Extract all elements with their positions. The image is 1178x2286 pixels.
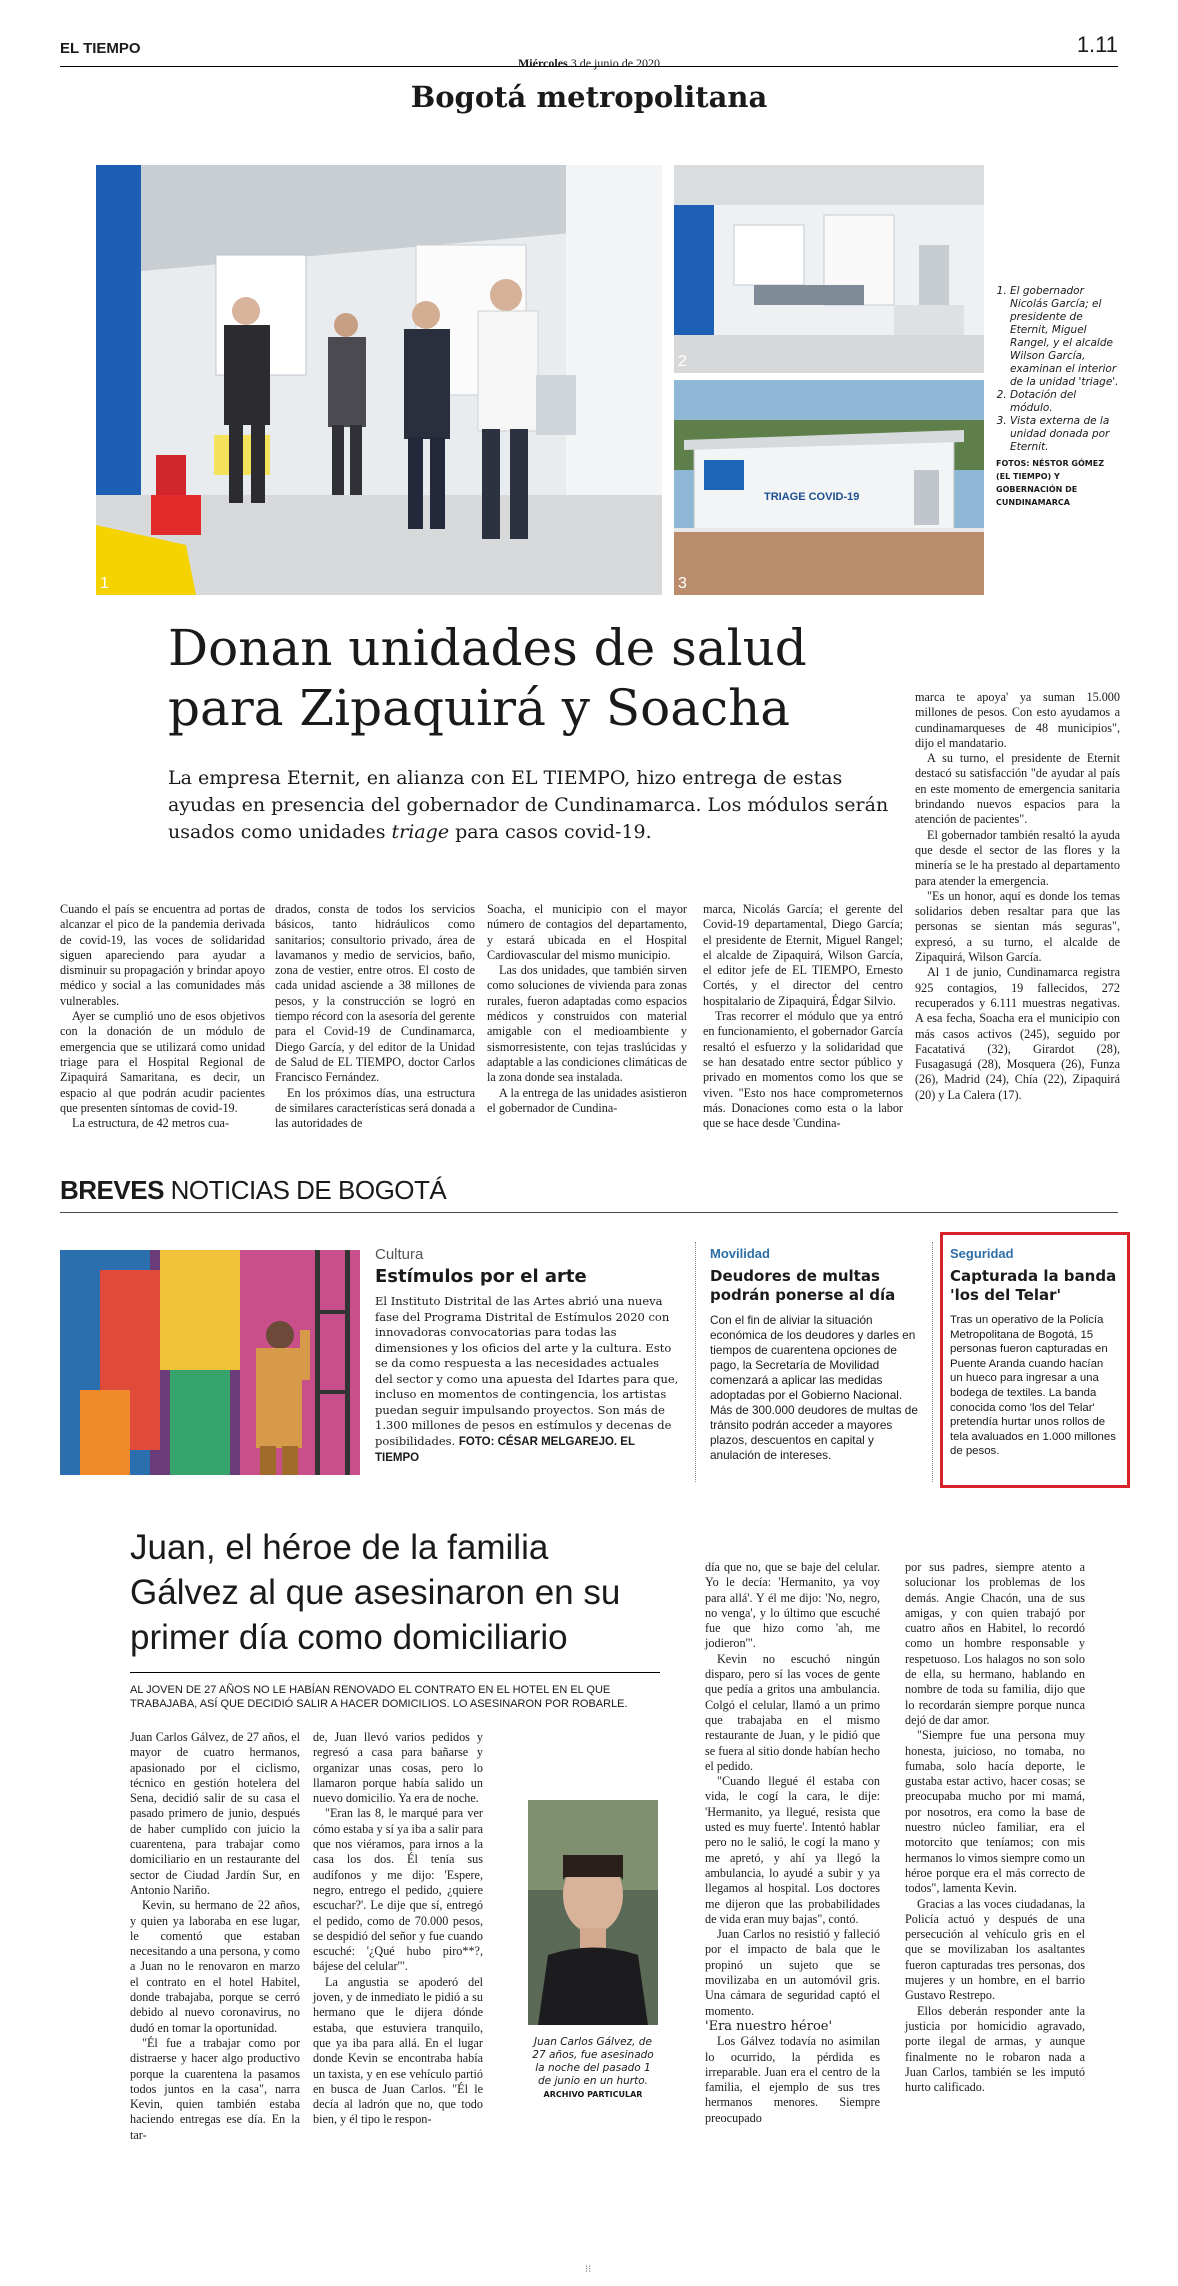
story-standfirst: La empresa Eternit, en alianza con EL TIEMPO, hizo entrega de estas ayudas en presencia del gobernador de Cundinamarca. Los módulos serán usados como unidades triage para casos covid-19. [168, 767, 889, 843]
photo-caption: Juan Carlos Gálvez, de 27 años, fue asesinado la noche del pasado 1 de junio en un hurto. ARCHIVO PARTICULAR [532, 2036, 654, 2099]
column-separator [932, 1242, 933, 1482]
story-column-3: Soacha, el municipio con el mayor número de contagios del departamento, y estará ubicada en el Hospital Cardiovascular del mismo municipio. Las dos unidades, que también sirven como soluciones de vivienda para zonas rurales, fueron adaptadas como espacios médicos y construidos con material amigable con el medioambiente y sismorresistente, con tejas traslúcidas y adaptable a las condiciones climáticas de la zona donde sea instalada. A la entrega de las unidades asistieron el gobernador de Cundina- [487, 902, 687, 1115]
story2-deck: AL JOVEN DE 27 AÑOS NO LE HABÍAN RENOVADO EL CONTRATO EN EL HOTEL EN EL QUE TRABAJABA, ASÍ QUE DECIDIÓ SALIR A HACER DOMICILIOS. LO ASESINARON POR ROBARLE. [130, 1684, 628, 1710]
photo-unit-equipment [674, 165, 984, 373]
story-column-5: marca te apoya' ya suman 15.000 millones de pesos. Con esto ayudamos a cundinamarqueses de 48 municipios", dijo el mandatario. A su turno, el presidente de Eternit destacó su satisfacción "de ayudar al país en este momento de emergencia sanitaria brindando nuevos espacios para la atención de pacientes". El gobernador también resaltó la ayuda que desde el sector de las flores y la minería se le ha prestado al departamento para atender la emergencia. "Es un honor, aquí es donde los temas solidarios deben resaltar para que las personas se sientan más seguras", expresó, a su turno, el alcalde de Zipaquirá, Wilson García. Al 1 de junio, Cundinamarca registra 925 contagios, 19 fallecidos, 272 recuperados y 6.111 muestras negativas. A esa fecha, Soacha era el municipio con más casos activos (245), seguido por Facatativá (32), Girardot (28), Fusagasugá (28), Mosquera (26), Funza (26), Madrid (24), Chía (22), Zipaquirá (20) y La Calera (17). [915, 690, 1120, 1102]
caption-item: 3. Vista externa de la unidad donada por Eternit. [1010, 415, 1120, 454]
photo-victim-portrait [528, 1800, 658, 2025]
footer-mark: ⁝⁝ [585, 2264, 592, 2275]
photo-unit-exterior [674, 380, 984, 595]
brief-security [950, 1246, 1118, 1459]
photo-officials-inside-unit [96, 165, 662, 595]
story2-column-2: de, Juan llevó varios pedidos y regresó a casa para bañarse y organizar unas cosas, pero lo llamaron porque había salido un nuevo domicilio. Ya era de noche. "Eran las 8, le marqué para ver cómo estaba y sí ya iba a salir para que nos viéramos, para irnos a la casa los dos. Él tenía sus audífonos y me dijo: 'Espere, negro, entrego el pedido, ¿quiere escuchar?'. Le dije que sí, entregó el pedido, como de 70.000 pesos, se despidió del señor y fue cuando escuché: '¿Qué hubo piro**?, bájese del celular'". La angustia se apoderó del joven, y de inmediato le pidió a su hermano que le dijera dónde estaba, que estuviera tranquilo, que ya iba para allá. En el lugar donde Kevin se encontraba había un taxista, y en ese vehículo partió en busca de Juan Carlos. "Él le decía al ladrón que no, que todo bien, y él tipo le respon- [313, 1730, 483, 2127]
brief-body: Con el fin de aliviar la situación económica de los deudores y darles en tiempos de cuarentena opciones de pago, la Secretaría de Movilidad comenzará a aplicar las medidas adoptadas por el Gobierno Nacional. Más de 300.000 deudores de multas de tránsito podrán acceder a mayores plazos, descuentos en capital y anulación de intereses. [710, 1313, 918, 1462]
photo-credit: FOTOS: NÉSTOR GÓMEZ (EL TIEMPO) Y GOBERNACIÓN DE CUNDINAMARCA [996, 459, 1104, 507]
brief-kicker: Cultura [375, 1246, 424, 1263]
dateline: Miércoles 3 de junio de 2020 [517, 56, 661, 70]
photo-painter-mural [60, 1250, 360, 1475]
story2-headline: Juan, el héroe de la familia Gálvez al que asesinaron en su primer día como domiciliario [130, 1528, 621, 1657]
photo-illustration [674, 165, 984, 373]
breves-rule [60, 1212, 1118, 1213]
story-headline: Donan unidades de salud para Zipaquirá y Soacha [168, 619, 807, 737]
story-column-4: marca, Nicolás García; el gerente del Covid-19 departamental, Diego García; el presidente de Eternit, Miguel Rangel; el alcalde de Zipaquirá, Wilson García, el editor jefe de EL TIEMPO, Ernesto Cortés, y el director del centro hospitalario de Zipaquirá, Édgar Silvio. Tras recorrer el módulo que ya entró en funcionamiento, el gobernador García resaltó el esfuerzo y la solidaridad que se han desatado entre sector público y privado en momentos como los que se viven. "Esto nos hace comprometernos más. Donaciones como esta o la labor que se hace desde 'Cundina- [703, 902, 903, 1131]
column-separator [695, 1242, 696, 1482]
page-number: 1.11 [1076, 32, 1118, 57]
header-rule [60, 66, 1118, 67]
brief-kicker: Movilidad [710, 1246, 770, 1261]
brief-kicker: Seguridad [950, 1246, 1014, 1261]
brief-culture [375, 1246, 680, 1467]
deck-rule [130, 1672, 660, 1673]
story2-column-3: día que no, que se baje del celular. Yo le decía: 'Hermanito, ya voy para allá'. Y él me dijo: 'No, negro, no venga', y lo último que escuché fue que hizo como 'ah, me jodieron'". Kevin no escuchó ningún disparo, pero sí las voces de gente que pedía a gritos una ambulancia. Colgó el celular, llamó a un primo que trabajaba en el mismo restaurante de Juan, y le pidió que se fuera al sitio donde habían hecho el pedido. "Cuando llegué él estaba con vida, le cogí la cara, le dije: 'Hermanito, ya llegué, resista que usted es muy fuerte'. Intentó hablar pero no le salió, le cogí la mano y me apretó, y ahí ya llegó la ambulancia, lo ayudé a subir y ya llegamos al hospital. Los doctores me dijeron que las probabilidades de vida eran muy bajas", contó. Juan Carlos no resistió y falleció por el impacto de bala que le propinó un sujeto que se movilizaba en un automóvil gris. Una cámara de seguridad captó el momento. 'Era nuestro héroe' Los Gálvez todavía no asimilan lo ocurrido, la pérdida es irreparable. Juan era el centro de la familia, el ejemplo de sus tres hermanos menores. Siempre preocupado [705, 1560, 880, 2125]
photo-illustration [60, 1250, 360, 1475]
brief-body: El Instituto Distrital de las Artes abrió una nueva fase del Programa Distrital de Estímulos 2020 con innovadoras convocatorias para todas las dimensiones y los oficios del arte y la cultura. Esto se da como respuesta a las necesidades actuales del sector y como una apuesta del Idartes para que, incluso en momentos de contingencia, los artistas puedan seguir impulsando proyectos. Son más de 1.300 millones de pesos en estímulos y decenas de posibilidades. FOTO: CÉSAR MELGAREJO. EL TIEMPO [375, 1294, 679, 1464]
brief-title: Capturada la banda 'los del Telar' [950, 1267, 1117, 1304]
photo-illustration [528, 1800, 658, 2025]
story2-column-4: por sus padres, siempre atento a solucionar los problemas de los demás. Angie Chacón, una de sus amigas, y con quien trabajó por cuatro años en Habitel, lo recordó como un hombre responsable y respetuoso. Los halagos no son solo de ella, su hermano, hablando en nombre de toda su familia, dijo que lo recordarán siempre porque nunca dejó de dar amor. "Siempre fue una persona muy honesta, juicioso, no tomaba, no fumaba, solo hacía deporte, le gustaba estar activo, hacer cosas; se preocupaba mucho por mi mamá, por nosotros, era como la base de nuestro núcleo familiar, era el motorcito que teníamos; con mis hermanos lo vimos siempre como un héroe porque era el más correcto de todos", lamenta Kevin. Gracias a las voces ciudadanas, la Policía actuó y después de una persecución al vehículo gris en el que se movilizaban los asaltantes fueron capturadas tres personas, dos mujeres y un hombre, en el barrio Gustavo Restrepo. Ellos deberán responder ante la justicia por homicidio agravado, porte ilegal de armas, y aunque finalmente no le robaron nada a Juan Carlos, también se les imputó hurto calificado. [905, 1560, 1085, 2095]
story2-column-1: Juan Carlos Gálvez, de 27 años, el mayor de cuatro hermanos, apasionado por el ciclismo, técnico en gestión hotelera del Sena, decidió salir de su casa el pasado primero de junio, después de haber cumplido con juicio la cuarentena, para trabajar como domiciliario en un restaurante del sector de Ciudad Jardín Sur, en Antonio Nariño. Kevin, su hermano de 22 años, y quien ya laboraba en ese lugar, le comentó que estaban necesitando a una persona, y como a Juan no le renovaron en marzo el contrato en el hotel Habitel, donde trabajaba, porque se cerró debido al nuevo coronavirus, no dudó en tomar la oportunidad. "Él fue a trabajar como por distraerse y hacer algo productivo porque la cuarentena la pasamos todos juntos en la casa", narra Kevin, quien también estaba haciendo entregas ese día. En la tar- [130, 1730, 300, 2142]
photo-number: 2 [678, 353, 687, 370]
breves-header: BREVES NOTICIAS DE BOGOTÁ [60, 1175, 447, 1205]
story-column-1: Cuando el país se encuentra ad portas de alcanzar el pico de la pandemia derivada de covid-19, las voces de solidaridad siguen apareciendo para ayudar a disminuir su propagación y brindar apoyo médico y social a las comunidades más vulnerables. Ayer se cumplió uno de esos objetivos con la donación de un módulo de emergencia que se utilizará como unidad triage para el Hospital Regional de Zipaquirá Samaritana, es decir, un espacio al que podrán acudir pacientes que presenten síntomas de covid-19. La estructura, de 42 metros cua- [60, 902, 265, 1131]
caption-item: 2. Dotación del módulo. [1010, 389, 1120, 415]
story2-subhead: 'Era nuestro héroe' [705, 2018, 833, 2034]
brief-title: Deudores de multas podrán ponerse al día [710, 1267, 896, 1304]
photo-number: 3 [678, 575, 687, 592]
section-title: Bogotá metropolitana [410, 80, 768, 114]
photo-number: 1 [100, 575, 109, 592]
photo-illustration [96, 165, 662, 595]
masthead: EL TIEMPO [60, 40, 141, 57]
story-column-2: drados, consta de todos los servicios básicos, tanto hidráulicos como sanitarios; consultorio privado, área de lavamanos y medio de servicios, baño, zona de vestier, entre otros. El costo de cada unidad asciende a 38 millones de pesos, y la construcción se logró en tiempo récord con la asesoría del gerente para el Covid-19 de Cundinamarca, Diego García, y del editor de la Unidad de Salud de EL TIEMPO, doctor Carlos Francisco Fernández. En los próximos días, una estructura de similares características será donada a las autoridades de [275, 902, 475, 1131]
brief-title: Estímulos por el arte [375, 1266, 587, 1287]
photo-caption [996, 285, 1120, 509]
building-sign: TRIAGE COVID-19 [764, 491, 860, 503]
photo-illustration [674, 380, 984, 595]
brief-body: Tras un operativo de la Policía Metropolitana de Bogotá, 15 personas fueron capturadas en Puente Aranda cuando hacían un hueco para ingresar a una bodega de textiles. La banda conocida como 'los del Telar' pretendía hurtar unos rollos de tela avaluados en 1.000 millones de pesos. [950, 1314, 1116, 1458]
caption-item: 1. El gobernador Nicolás García; el presidente de Eternit, Miguel Rangel, y el alcalde Wilson García, examinan el interior de la unidad 'triage'. [1010, 285, 1120, 389]
brief-mobility [710, 1246, 925, 1463]
